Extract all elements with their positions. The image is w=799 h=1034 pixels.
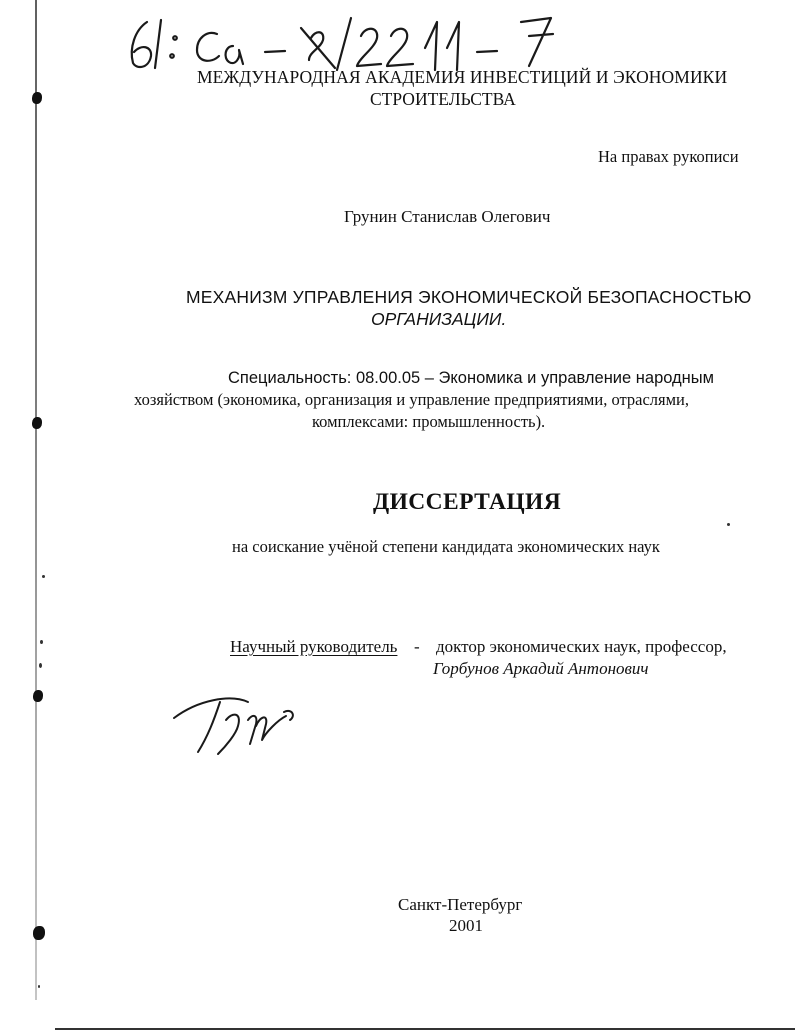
scan-edge-line xyxy=(35,0,37,1000)
advisor-title: доктор экономических наук, профессор, xyxy=(436,637,727,656)
academy-name-line-2: СТРОИТЕЛЬСТВА xyxy=(370,89,516,109)
binding-hole-mark xyxy=(32,417,42,429)
scan-speck xyxy=(39,663,42,668)
advisor-role-label: Научный руководитель xyxy=(230,637,398,656)
manuscript-rights-note: На правах рукописи xyxy=(598,147,739,166)
speciality-line-2: хозяйством (экономика, организация и управление предприятиями, отраслями, xyxy=(134,390,690,409)
binding-hole-mark xyxy=(33,926,45,940)
scan-bottom-line xyxy=(55,1028,795,1030)
binding-hole-mark xyxy=(32,92,42,104)
advisor-separator: - xyxy=(414,637,420,656)
dissertation-title-line-1: МЕХАНИЗМ УПРАВЛЕНИЯ ЭКОНОМИЧЕСКОЙ БЕЗОПАСНОСТЬЮ xyxy=(186,287,752,307)
city: Санкт-Петербург xyxy=(398,895,523,914)
speciality-line-3: комплексами: промышленность). xyxy=(312,412,546,431)
scan-speck xyxy=(727,523,730,526)
advisor-name: Горбунов Аркадий Антонович xyxy=(433,659,649,678)
year: 2001 xyxy=(449,916,483,935)
handwritten-signature xyxy=(168,690,308,760)
academy-name-line-1: МЕЖДУНАРОДНАЯ АКАДЕМИЯ ИНВЕСТИЦИЙ И ЭКОНОМИКИ xyxy=(197,67,728,87)
scan-speck xyxy=(42,575,45,578)
dissertation-title-line-2: ОРГАНИЗАЦИИ. xyxy=(371,309,507,329)
scan-speck xyxy=(38,985,40,988)
speciality-line-1: Специальность: 08.00.05 – Экономика и управление народным xyxy=(228,369,715,387)
document-type-heading: ДИССЕРТАЦИЯ xyxy=(373,489,562,515)
author-name: Грунин Станислав Олегович xyxy=(344,207,551,226)
degree-line: на соискание учёной степени кандидата экономических наук xyxy=(232,537,660,556)
binding-hole-mark xyxy=(33,690,43,702)
scan-speck xyxy=(40,640,43,644)
